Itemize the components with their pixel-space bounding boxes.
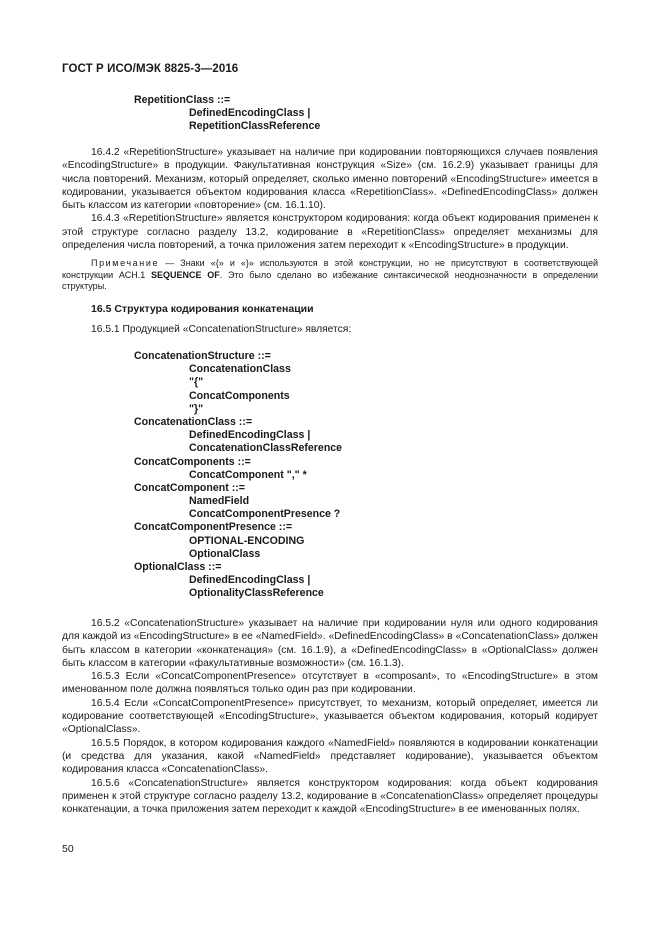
code-line: DefinedEncodingClass | [189,107,311,120]
section-intro [62,323,598,336]
code-line: OPTIONAL-ENCODING [189,534,305,547]
code-line: ConcatenationClass [189,363,291,376]
code-line: NamedField [189,495,250,508]
code-line: ConcatComponent ::= [134,481,245,494]
code-block-concatenation [134,350,342,601]
code-line: OptionalClass ::= [134,561,222,573]
code-line: "{" [189,376,204,389]
code-line: ConcatComponentPresence ::= [134,521,293,534]
paragraph-16-5-2: 16.5.2 «ConcatenationStructure» указывает на наличие при кодировании нуля или одного кодирования для каждой из «EncodingStructure» в ее «NamedField». «DefinedEncodingClass» в «ConcatenationClass» должен быть классом в категории «конкатенация» (см. 16.1.9), а «DefinedEncodingClass» в «OptionalClass» должен быть классом в категории «факультативные возможности» (см. 16.1.3). [62,618,598,669]
code-line: RepetitionClassReference [189,120,321,133]
code-line: ConcatComponents ::= [134,455,251,468]
code-line: ConcatenationClassReference [189,442,343,455]
paragraph-16-4-3: 16.4.3 «RepetitionStructure» является конструктором кодирования: когда объект кодирования применен к этой структуре согласно разделу 13.2, кодирование в «RepetitionClass» определяет механизмы для определения числа повторений, а точка приложения затем переходит к «EncodingStructure» в продукции. [62,213,598,252]
note-text-end: . Это было сделано во избежание синтаксической неоднозначности в определении структуры. [62,269,599,292]
code-line: ConcatenationStructure ::= [134,350,271,362]
note-keyword: SEQUENCE OF [150,269,220,280]
paragraphs-16-5 [62,617,598,816]
paragraph-16-5-5: 16.5.5 Порядок, в котором кодирования каждого «NamedField» появляются в кодировании конкатенации (и средства для указания, какой «NamedField» представляет кодирование), указывается объектом кодирования класса «ConcatenationClass». [62,737,598,776]
paragraph-16-4-2: 16.4.2 «RepetitionStructure» указывает на наличие при кодировании повторяющихся случаев появления «EncodingStructure» в продукции. Факультативная конструкция «Size» (см. 16.2.9) указывает границы для числа повторений. Механизм, который определяет, сколько именно повторений «EncodingStructure» имеется в кодировании, указывается объектом кодирования класса «RepetitionClass». «DefinedEncodingClass» должен быть классом из категории «повторение» (см. 16.1.10). [62,147,598,212]
code-line: RepetitionClass ::= [134,94,231,106]
section-heading: 16.5 Структура кодирования конкатенации [91,303,314,315]
code-line: DefinedEncodingClass | [189,574,311,587]
paragraph-16-5-4: 16.5.4 Если «ConcatComponentPresence» присутствует, то механизм, который определяет, имеется ли кодирование соответствующей «EncodingStructure», указывается объектом кодирования, который кодирует «OptionalClass». [62,697,598,736]
code-line: ConcatComponent "," * [189,468,307,481]
note-text: — Знаки «{» и «}» используются в этой конструкции, но не присутствуют в соответствующей конструкции АСН.1 [62,258,598,280]
paragraphs-16-4 [62,146,598,252]
code-line: ConcatComponentPresence ? [189,508,341,521]
paragraph-16-5-3: 16.5.3 Если «ConcatComponentPresence» отсутствует в «composant», то «EncodingStructure» в этом именованном поле должна появляться только один раз при кодировании. [62,671,598,696]
note-label: Примечание [91,258,160,268]
page-number: 50 [62,843,74,855]
note [62,258,598,293]
code-line: ConcatComponents [189,389,290,402]
paragraph-16-5-6: 16.5.6 «ConcatenationStructure» является конструктором кодирования: когда объект кодирования применен к этой структуре согласно разделу 13.2, кодирование в «ConcatenationClass» определяет процедуры конкатенации, а точка приложения затем переходит к каждой «EncodingStructure» в ее именованных полях. [62,777,598,816]
code-line: OptionalClass [189,547,261,560]
code-line: OptionalityClassReference [189,587,324,600]
code-block-repetition-class [134,94,320,134]
code-line: DefinedEncodingClass | [189,429,311,442]
code-line: ConcatenationClass ::= [134,415,253,428]
document-header: ГОСТ Р ИСО/МЭК 8825-3—2016 [62,63,239,75]
code-line: "}" [189,402,204,415]
paragraph-16-5-1: 16.5.1 Продукцией «ConcatenationStructure» является: [91,324,352,335]
